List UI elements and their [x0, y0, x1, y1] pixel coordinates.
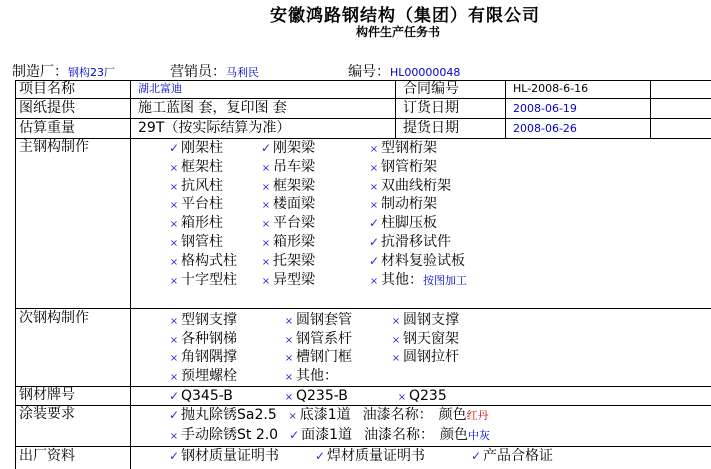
cross-icon: ×: [391, 316, 401, 327]
option-label: Q235-B: [296, 388, 348, 404]
secondary-structure-label: 次钢构制作: [19, 310, 89, 326]
number-field: [348, 61, 460, 81]
main-option[interactable]: [368, 233, 451, 251]
color-value: 红丹: [466, 409, 489, 422]
secondary-option[interactable]: [168, 330, 237, 350]
secondary-option[interactable]: [168, 311, 237, 331]
main-option[interactable]: [260, 233, 315, 253]
cross-icon: ×: [369, 144, 379, 155]
cross-icon: ×: [369, 200, 379, 212]
option-label: 底漆1道: [299, 407, 351, 423]
option-label: 预埋螺栓: [181, 367, 237, 384]
sales-value: 马利民: [226, 66, 259, 79]
paint-name-label: 油漆名称：: [362, 407, 433, 423]
secondary-option[interactable]: [390, 330, 459, 350]
option-label: 平台柱: [181, 196, 223, 213]
cross-icon: ×: [169, 316, 179, 327]
option-label: 槽钢门框: [296, 349, 352, 365]
sales-label: 营销员：: [170, 64, 226, 80]
weight-label: 估算重量: [19, 120, 75, 136]
cross-icon: ×: [284, 353, 294, 364]
option-label: 托架梁: [273, 252, 315, 269]
main-option[interactable]: [368, 214, 437, 232]
other-value: 按图加工: [423, 273, 467, 287]
cross-icon: ×: [284, 371, 294, 383]
row-divider: [15, 98, 711, 99]
option-label: 型钢支撑: [181, 312, 237, 328]
option-label: Q235: [409, 388, 447, 404]
option-label: 吊车梁: [273, 158, 315, 175]
coat-count-option[interactable]: [288, 427, 352, 443]
secondary-option[interactable]: [283, 330, 352, 350]
main-option[interactable]: [260, 252, 315, 272]
option-label: 钢管桁架: [381, 158, 437, 175]
option-label: 其他：: [381, 271, 423, 288]
cross-icon: ×: [391, 353, 401, 364]
option-label: 十字型柱: [181, 271, 237, 288]
cross-icon: ×: [261, 219, 271, 231]
option-label: 材料复验试板: [381, 252, 465, 269]
main-option[interactable]: [168, 139, 223, 157]
delivery-date-value: 2008-06-26: [513, 122, 577, 135]
checkmark-icon: ✓: [368, 235, 380, 249]
main-option[interactable]: [368, 139, 437, 159]
weight-value: 29T（按实际结算为准）: [138, 120, 291, 136]
rust-removal-option[interactable]: [168, 407, 277, 423]
sales-field: [170, 61, 259, 81]
column-divider: [395, 80, 396, 138]
row-divider: [15, 386, 711, 387]
main-option[interactable]: [368, 195, 437, 215]
option-label: 钢天窗架: [403, 330, 459, 347]
cross-icon: ×: [169, 256, 179, 268]
factory-field: [12, 61, 115, 81]
option-label: 箱形梁: [273, 234, 315, 250]
main-structure-label: 主钢构制作: [19, 139, 89, 155]
coating-label: 涂装要求: [19, 406, 75, 422]
checkmark-icon: ✓: [168, 449, 180, 463]
project-name-value: 湖北富迪: [138, 82, 182, 95]
cross-icon: ×: [261, 162, 271, 174]
secondary-option[interactable]: [283, 348, 352, 368]
option-label: 其他：: [296, 367, 338, 384]
factory-docs-label: 出厂资料: [19, 448, 75, 464]
cross-icon: ×: [397, 392, 407, 403]
option-label: Q345-B: [181, 388, 233, 404]
cross-icon: ×: [169, 275, 179, 287]
checkmark-icon: ✓: [314, 449, 326, 463]
color-label: 颜色: [440, 427, 469, 443]
main-option[interactable]: [168, 252, 237, 272]
option-label: 焊材质量证明书: [327, 448, 425, 464]
cross-icon: ×: [169, 162, 179, 174]
cross-icon: ×: [261, 200, 271, 212]
option-label: 角钢隅撑: [181, 349, 237, 365]
option-label: 异型梁: [273, 271, 315, 288]
cross-icon: ×: [169, 371, 179, 383]
option-label: 双曲线桁架: [381, 177, 451, 194]
number-value: HL00000048: [390, 66, 461, 79]
row-divider: [15, 138, 711, 139]
cross-icon: ×: [169, 219, 179, 231]
option-label: 刚架柱: [181, 140, 223, 156]
main-option[interactable]: [260, 195, 315, 215]
option-label: 产品合格证: [483, 448, 553, 464]
table-left-border: [15, 80, 16, 469]
secondary-option[interactable]: [168, 348, 237, 368]
steel-grade-option[interactable]: [396, 387, 447, 407]
main-option[interactable]: [168, 233, 223, 253]
cross-icon: ×: [284, 316, 294, 327]
option-label: 刚架梁: [273, 140, 315, 156]
factory-doc-option[interactable]: [168, 447, 279, 465]
checkmark-icon: ✓: [168, 408, 180, 422]
secondary-option[interactable]: [390, 348, 459, 368]
cross-icon: ×: [261, 256, 271, 268]
table-top-border: [15, 80, 711, 81]
option-label: 格构式柱: [181, 252, 237, 269]
main-option[interactable]: [368, 252, 465, 270]
option-label: 型钢桁架: [381, 140, 437, 156]
option-label: 抗风柱: [181, 177, 223, 194]
checkmark-icon: ✓: [368, 253, 380, 268]
option-label: 柱脚压板: [381, 215, 437, 232]
main-option[interactable]: [260, 177, 315, 197]
main-option[interactable]: [260, 271, 315, 291]
document-title: 构件生产任务书: [356, 25, 441, 39]
checkmark-icon: ✓: [368, 216, 380, 231]
paint-name-label: 油漆名称：: [364, 427, 435, 443]
coating-row: [168, 406, 489, 426]
main-option[interactable]: [168, 158, 223, 178]
checkmark-icon: ✓: [260, 141, 272, 155]
main-option[interactable]: [260, 139, 315, 157]
factory-doc-option[interactable]: [314, 447, 425, 465]
option-label: 面漆1道: [301, 427, 353, 443]
option-label: 框架梁: [273, 177, 315, 194]
project-name-label: 项目名称: [19, 81, 75, 97]
order-date-value: 2008-06-19: [513, 102, 577, 115]
option-label: 平台梁: [273, 215, 315, 232]
row-divider: [15, 308, 711, 309]
factory-label: 制造厂：: [12, 64, 68, 80]
secondary-option[interactable]: [390, 311, 459, 331]
secondary-option[interactable]: [283, 311, 352, 331]
main-option[interactable]: [260, 214, 315, 234]
checkmark-icon: ✓: [289, 428, 300, 442]
factory-value: 钢构23厂: [68, 66, 115, 79]
factory-doc-option[interactable]: [470, 447, 553, 465]
drawings-value: 施工蓝图 套，复印图 套: [138, 100, 287, 116]
option-label: 各种钢梯: [181, 330, 237, 347]
main-option[interactable]: [168, 195, 223, 215]
contract-value: HL-2008-6-16: [513, 82, 589, 95]
secondary-option[interactable]: [168, 367, 237, 387]
option-label: 楼面梁: [273, 196, 315, 213]
cross-icon: ×: [169, 334, 179, 346]
contract-label: 合同编号: [403, 81, 459, 97]
cross-icon: ×: [169, 200, 179, 212]
main-option[interactable]: [168, 177, 223, 197]
row-divider: [15, 118, 711, 119]
column-divider: [650, 80, 651, 138]
option-label: 抗滑移试件: [381, 234, 451, 250]
option-label: 钢管系杆: [296, 330, 352, 347]
cross-icon: ×: [391, 334, 401, 346]
main-option[interactable]: [168, 214, 223, 234]
company-name: 安徽鸿路钢结构（集团）有限公司: [270, 6, 540, 26]
cross-icon: ×: [169, 353, 179, 364]
steel-grade-option[interactable]: [168, 387, 233, 405]
checkmark-icon: ✓: [470, 449, 482, 463]
secondary-option[interactable]: [283, 367, 338, 387]
cross-icon: ×: [261, 275, 271, 287]
color-value: 中灰: [468, 429, 491, 442]
checkmark-icon: ✓: [168, 389, 180, 403]
cross-icon: ×: [369, 162, 379, 174]
cross-icon: ×: [284, 334, 294, 346]
cross-icon: ×: [284, 392, 294, 403]
delivery-date-label: 提货日期: [403, 120, 459, 136]
column-divider: [505, 80, 506, 138]
cross-icon: ×: [261, 181, 271, 193]
cross-icon: ×: [169, 238, 179, 249]
option-label: 圆钢拉杆: [403, 349, 459, 365]
option-label: 手动除锈St 2.0: [181, 427, 279, 443]
steel-grade-label: 钢材牌号: [19, 387, 75, 403]
option-label: 钢管柱: [181, 234, 223, 250]
option-label: 框架柱: [181, 158, 223, 175]
drawings-label: 图纸提供: [19, 100, 75, 116]
main-option[interactable]: [260, 158, 315, 178]
main-option[interactable]: [368, 177, 451, 197]
color-label: 颜色: [438, 407, 467, 423]
option-label: 抛丸除锈Sa2.5: [181, 407, 277, 423]
main-option[interactable]: [368, 271, 467, 291]
option-label: 圆钢套管: [296, 312, 352, 328]
coating-row: [168, 426, 490, 446]
cross-icon: ×: [169, 431, 179, 442]
checkmark-icon: ✓: [168, 141, 180, 155]
cross-icon: ×: [288, 411, 297, 422]
rust-removal-option[interactable]: [168, 427, 278, 443]
option-label: 圆钢支撑: [403, 312, 459, 328]
cross-icon: ×: [369, 275, 379, 287]
coat-count-option[interactable]: [287, 407, 351, 423]
number-label: 编号：: [348, 64, 390, 80]
cross-icon: ×: [369, 181, 379, 193]
cross-icon: ×: [169, 181, 179, 193]
option-label: 箱形柱: [181, 215, 223, 232]
main-option[interactable]: [368, 158, 437, 178]
steel-grade-option[interactable]: [283, 387, 348, 407]
main-option[interactable]: [168, 271, 237, 291]
label-column-divider: [130, 80, 131, 469]
option-label: 钢材质量证明书: [181, 448, 279, 464]
order-date-label: 订货日期: [403, 100, 459, 116]
option-label: 制动桁架: [381, 196, 437, 213]
cross-icon: ×: [261, 238, 271, 249]
